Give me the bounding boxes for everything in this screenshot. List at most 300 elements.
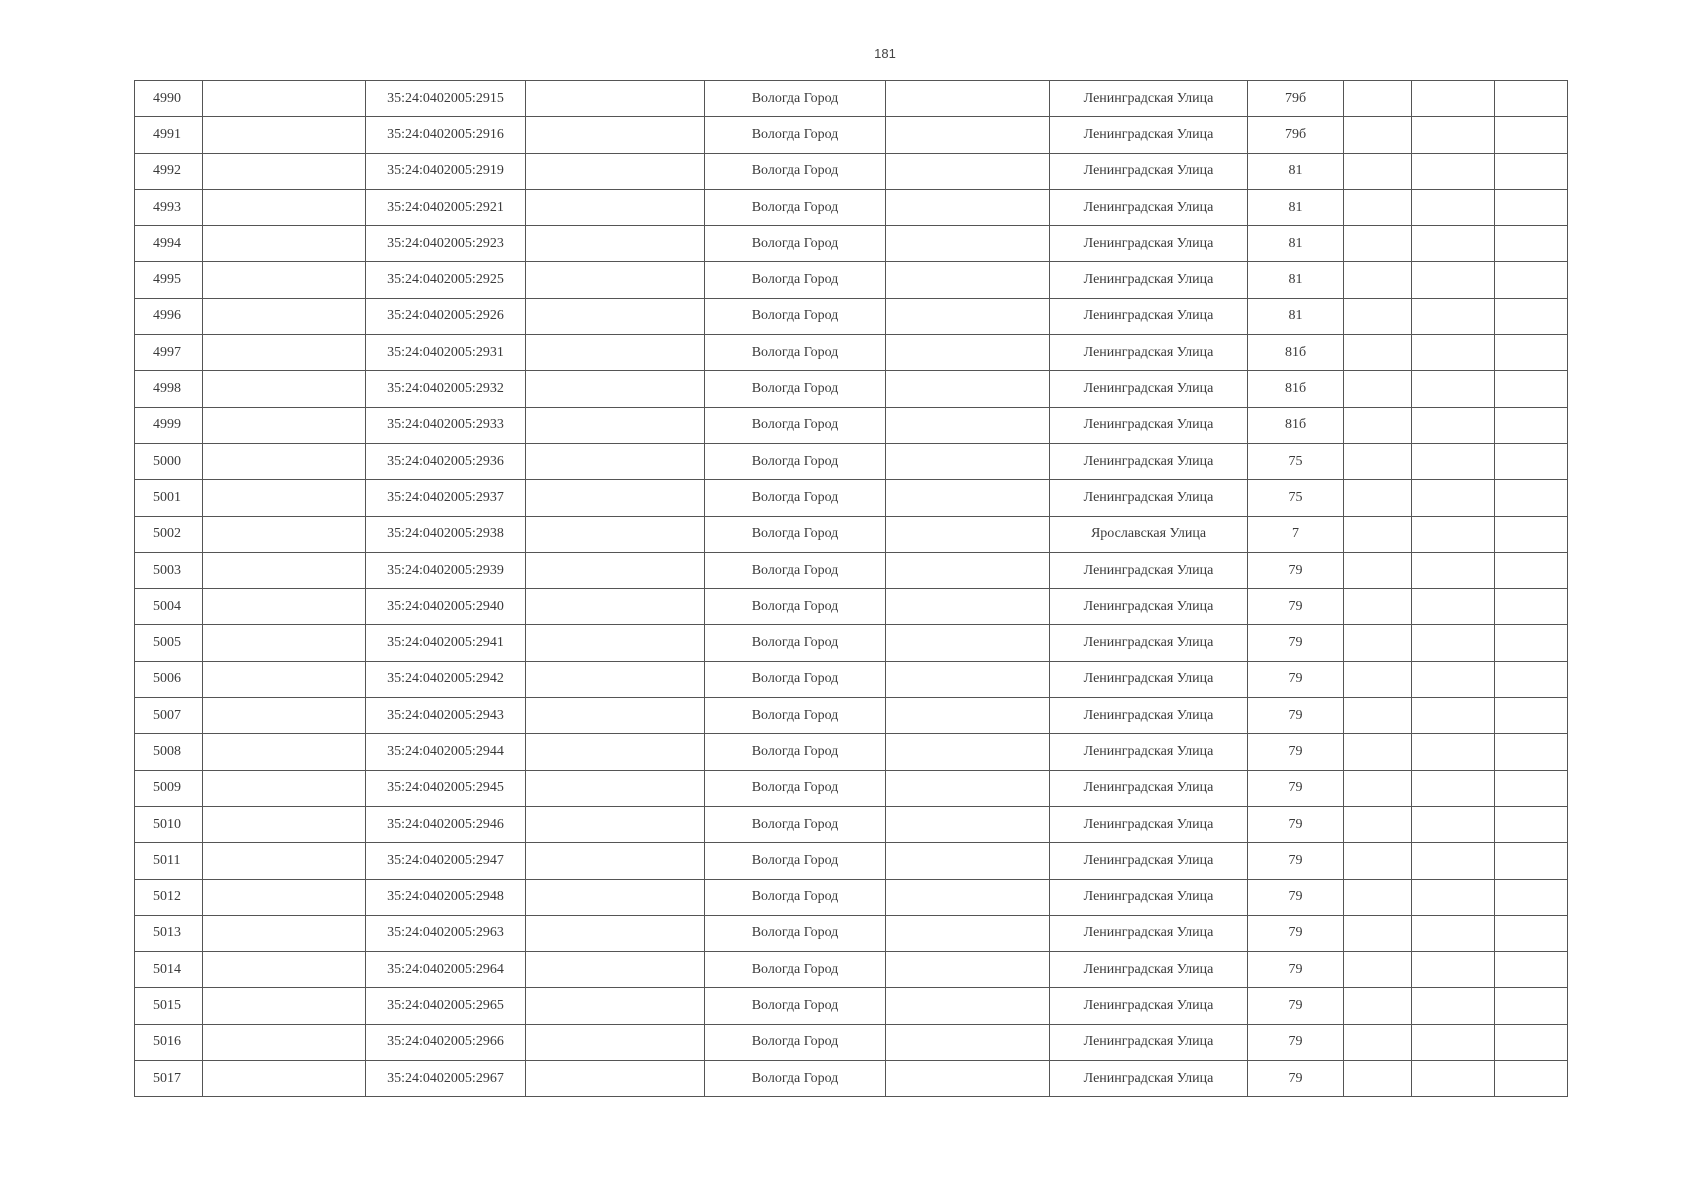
cell-empty (886, 480, 1050, 516)
cell-street: Ленинградская Улица (1050, 1024, 1248, 1060)
cell-empty (886, 298, 1050, 334)
cell-city: Вологда Город (705, 335, 886, 371)
cell-house-number: 79б (1248, 117, 1344, 153)
cell-empty (1495, 879, 1568, 915)
cell-empty (1412, 407, 1495, 443)
cell-empty (1495, 371, 1568, 407)
cell-empty (1344, 915, 1412, 951)
cell-empty (1412, 552, 1495, 588)
cell-cadastral-number: 35:24:0402005:2964 (366, 952, 526, 988)
cell-empty (1495, 698, 1568, 734)
cell-cadastral-number: 35:24:0402005:2942 (366, 661, 526, 697)
cell-empty (526, 1024, 705, 1060)
cell-cadastral-number: 35:24:0402005:2940 (366, 589, 526, 625)
cell-house-number: 79 (1248, 1061, 1344, 1097)
cell-empty (886, 81, 1050, 117)
cell-empty (1412, 1024, 1495, 1060)
cell-empty (1412, 335, 1495, 371)
cell-empty (1412, 480, 1495, 516)
cell-empty (203, 516, 366, 552)
cell-empty (526, 153, 705, 189)
cell-record-number: 5012 (135, 879, 203, 915)
cell-city: Вологда Город (705, 516, 886, 552)
cell-record-number: 5006 (135, 661, 203, 697)
cell-cadastral-number: 35:24:0402005:2948 (366, 879, 526, 915)
cell-empty (1495, 552, 1568, 588)
cell-empty (526, 371, 705, 407)
cell-house-number: 81 (1248, 226, 1344, 262)
cell-record-number: 5007 (135, 698, 203, 734)
cell-empty (526, 407, 705, 443)
cell-empty (1412, 516, 1495, 552)
cell-empty (203, 843, 366, 879)
cell-street: Ленинградская Улица (1050, 117, 1248, 153)
cell-empty (526, 806, 705, 842)
cell-empty (1495, 480, 1568, 516)
cell-empty (886, 988, 1050, 1024)
cell-house-number: 79 (1248, 589, 1344, 625)
cell-empty (203, 988, 366, 1024)
cell-empty (1412, 988, 1495, 1024)
cell-city: Вологда Город (705, 879, 886, 915)
cell-empty (886, 625, 1050, 661)
cell-record-number: 5015 (135, 988, 203, 1024)
cell-empty (1412, 443, 1495, 479)
cell-street: Ленинградская Улица (1050, 661, 1248, 697)
cell-house-number: 79 (1248, 770, 1344, 806)
cell-empty (203, 661, 366, 697)
cell-cadastral-number: 35:24:0402005:2915 (366, 81, 526, 117)
cell-street: Ленинградская Улица (1050, 1061, 1248, 1097)
cell-empty (203, 443, 366, 479)
cell-empty (526, 480, 705, 516)
cell-empty (886, 915, 1050, 951)
cell-empty (1495, 806, 1568, 842)
cell-empty (526, 117, 705, 153)
cell-empty (526, 770, 705, 806)
cell-city: Вологда Город (705, 806, 886, 842)
cell-empty (203, 734, 366, 770)
cell-empty (1412, 117, 1495, 153)
cell-cadastral-number: 35:24:0402005:2937 (366, 480, 526, 516)
cell-empty (886, 407, 1050, 443)
cell-cadastral-number: 35:24:0402005:2939 (366, 552, 526, 588)
table-row (135, 1061, 1568, 1097)
table-row (135, 371, 1568, 407)
cell-record-number: 4994 (135, 226, 203, 262)
cell-cadastral-number: 35:24:0402005:2967 (366, 1061, 526, 1097)
cell-city: Вологда Город (705, 625, 886, 661)
cell-empty (1495, 153, 1568, 189)
cell-house-number: 81б (1248, 335, 1344, 371)
cell-street: Ленинградская Улица (1050, 734, 1248, 770)
table-row (135, 661, 1568, 697)
cell-record-number: 5001 (135, 480, 203, 516)
cell-house-number: 81 (1248, 262, 1344, 298)
cell-house-number: 79б (1248, 81, 1344, 117)
cell-empty (1344, 335, 1412, 371)
cell-empty (1495, 226, 1568, 262)
cell-cadastral-number: 35:24:0402005:2936 (366, 443, 526, 479)
cell-empty (203, 915, 366, 951)
cell-empty (886, 117, 1050, 153)
cell-street: Ленинградская Улица (1050, 153, 1248, 189)
cell-city: Вологда Город (705, 407, 886, 443)
cell-empty (1344, 589, 1412, 625)
cell-empty (886, 552, 1050, 588)
cell-house-number: 79 (1248, 952, 1344, 988)
cell-empty (1495, 443, 1568, 479)
cell-cadastral-number: 35:24:0402005:2923 (366, 226, 526, 262)
cell-record-number: 4995 (135, 262, 203, 298)
cell-empty (886, 879, 1050, 915)
cell-empty (886, 1061, 1050, 1097)
cell-empty (1344, 226, 1412, 262)
table-row (135, 117, 1568, 153)
cell-record-number: 5017 (135, 1061, 203, 1097)
cell-empty (1344, 698, 1412, 734)
cell-city: Вологда Город (705, 552, 886, 588)
cell-empty (1344, 806, 1412, 842)
cell-city: Вологда Город (705, 480, 886, 516)
cell-empty (1412, 698, 1495, 734)
cell-street: Ленинградская Улица (1050, 371, 1248, 407)
cell-record-number: 5016 (135, 1024, 203, 1060)
cell-empty (1412, 1061, 1495, 1097)
cell-street: Ленинградская Улица (1050, 189, 1248, 225)
cell-cadastral-number: 35:24:0402005:2933 (366, 407, 526, 443)
cell-empty (1344, 988, 1412, 1024)
cell-empty (203, 262, 366, 298)
cell-empty (1344, 1061, 1412, 1097)
cell-empty (1344, 734, 1412, 770)
table-row (135, 335, 1568, 371)
cell-empty (1412, 226, 1495, 262)
cell-street: Ленинградская Улица (1050, 879, 1248, 915)
cell-empty (1495, 1024, 1568, 1060)
cell-street: Ленинградская Улица (1050, 843, 1248, 879)
cell-street: Ленинградская Улица (1050, 625, 1248, 661)
cell-empty (1495, 952, 1568, 988)
cell-empty (886, 952, 1050, 988)
cell-street: Ленинградская Улица (1050, 226, 1248, 262)
cell-cadastral-number: 35:24:0402005:2944 (366, 734, 526, 770)
cell-empty (526, 589, 705, 625)
cell-empty (203, 1024, 366, 1060)
cell-record-number: 5013 (135, 915, 203, 951)
cell-empty (1495, 843, 1568, 879)
cell-empty (1412, 153, 1495, 189)
cell-street: Ленинградская Улица (1050, 589, 1248, 625)
cell-record-number: 5003 (135, 552, 203, 588)
cell-empty (203, 952, 366, 988)
cell-cadastral-number: 35:24:0402005:2965 (366, 988, 526, 1024)
cell-empty (526, 988, 705, 1024)
table-row (135, 226, 1568, 262)
cell-empty (886, 189, 1050, 225)
cell-city: Вологда Город (705, 189, 886, 225)
cell-cadastral-number: 35:24:0402005:2943 (366, 698, 526, 734)
cell-street: Ленинградская Улица (1050, 81, 1248, 117)
cell-cadastral-number: 35:24:0402005:2931 (366, 335, 526, 371)
cell-empty (886, 443, 1050, 479)
cell-empty (1412, 806, 1495, 842)
cell-empty (1495, 915, 1568, 951)
cell-empty (1344, 661, 1412, 697)
cell-empty (886, 226, 1050, 262)
table-row (135, 988, 1568, 1024)
table-row (135, 552, 1568, 588)
cell-empty (203, 480, 366, 516)
cell-empty (1344, 516, 1412, 552)
cell-empty (1412, 189, 1495, 225)
cell-cadastral-number: 35:24:0402005:2932 (366, 371, 526, 407)
cell-city: Вологда Город (705, 952, 886, 988)
cell-empty (1495, 770, 1568, 806)
cell-empty (1344, 371, 1412, 407)
cell-empty (526, 734, 705, 770)
cell-empty (1495, 589, 1568, 625)
cell-empty (526, 81, 705, 117)
cell-empty (1344, 298, 1412, 334)
cell-empty (1495, 335, 1568, 371)
cell-record-number: 5011 (135, 843, 203, 879)
cell-street: Ленинградская Улица (1050, 806, 1248, 842)
cell-house-number: 79 (1248, 806, 1344, 842)
cell-empty (203, 407, 366, 443)
cell-empty (526, 1061, 705, 1097)
cell-empty (886, 516, 1050, 552)
cell-empty (1344, 843, 1412, 879)
cell-empty (1344, 443, 1412, 479)
cell-empty (526, 879, 705, 915)
cell-record-number: 5004 (135, 589, 203, 625)
cell-empty (1412, 734, 1495, 770)
table-row (135, 189, 1568, 225)
cell-empty (1412, 915, 1495, 951)
cell-empty (1412, 371, 1495, 407)
table-row (135, 589, 1568, 625)
cell-empty (203, 589, 366, 625)
cell-empty (1495, 81, 1568, 117)
cell-street: Ленинградская Улица (1050, 988, 1248, 1024)
cell-empty (1495, 189, 1568, 225)
cell-street: Ленинградская Улица (1050, 298, 1248, 334)
cell-record-number: 4999 (135, 407, 203, 443)
cell-empty (1412, 81, 1495, 117)
cell-house-number: 81 (1248, 153, 1344, 189)
cell-city: Вологда Город (705, 371, 886, 407)
cell-city: Вологда Город (705, 153, 886, 189)
table-row (135, 770, 1568, 806)
cell-house-number: 79 (1248, 734, 1344, 770)
cell-empty (526, 335, 705, 371)
cell-empty (1495, 1061, 1568, 1097)
cell-house-number: 79 (1248, 625, 1344, 661)
cell-city: Вологда Город (705, 661, 886, 697)
cell-street: Ленинградская Улица (1050, 480, 1248, 516)
cell-house-number: 81б (1248, 407, 1344, 443)
cell-cadastral-number: 35:24:0402005:2926 (366, 298, 526, 334)
cell-city: Вологда Город (705, 770, 886, 806)
table-row (135, 806, 1568, 842)
cell-record-number: 5009 (135, 770, 203, 806)
cell-record-number: 4997 (135, 335, 203, 371)
cell-empty (526, 298, 705, 334)
cell-cadastral-number: 35:24:0402005:2945 (366, 770, 526, 806)
cell-city: Вологда Город (705, 734, 886, 770)
table-row (135, 407, 1568, 443)
cell-empty (203, 335, 366, 371)
cell-empty (1412, 879, 1495, 915)
cell-empty (203, 153, 366, 189)
cell-empty (526, 843, 705, 879)
cell-cadastral-number: 35:24:0402005:2941 (366, 625, 526, 661)
cell-street: Ленинградская Улица (1050, 952, 1248, 988)
table-row (135, 516, 1568, 552)
cell-house-number: 81б (1248, 371, 1344, 407)
cell-city: Вологда Город (705, 843, 886, 879)
cell-house-number: 79 (1248, 843, 1344, 879)
cell-city: Вологда Город (705, 117, 886, 153)
cell-city: Вологда Город (705, 589, 886, 625)
cell-empty (886, 843, 1050, 879)
cell-cadastral-number: 35:24:0402005:2966 (366, 1024, 526, 1060)
cell-empty (1495, 516, 1568, 552)
cell-cadastral-number: 35:24:0402005:2946 (366, 806, 526, 842)
cell-record-number: 5008 (135, 734, 203, 770)
cell-empty (886, 734, 1050, 770)
cell-empty (1344, 552, 1412, 588)
cell-empty (886, 335, 1050, 371)
cell-house-number: 79 (1248, 915, 1344, 951)
cell-empty (1344, 1024, 1412, 1060)
cell-empty (1412, 952, 1495, 988)
cell-city: Вологда Город (705, 298, 886, 334)
cell-street: Ленинградская Улица (1050, 770, 1248, 806)
cell-empty (1344, 952, 1412, 988)
cell-cadastral-number: 35:24:0402005:2925 (366, 262, 526, 298)
table-row (135, 480, 1568, 516)
cell-record-number: 4992 (135, 153, 203, 189)
cell-empty (1495, 661, 1568, 697)
cell-empty (526, 952, 705, 988)
cell-empty (1344, 407, 1412, 443)
cell-record-number: 5014 (135, 952, 203, 988)
cell-empty (526, 226, 705, 262)
cell-empty (1344, 770, 1412, 806)
table-row (135, 734, 1568, 770)
cell-empty (203, 81, 366, 117)
cell-empty (203, 879, 366, 915)
table-row (135, 443, 1568, 479)
cell-empty (886, 589, 1050, 625)
cell-empty (1412, 589, 1495, 625)
cell-street: Ленинградская Улица (1050, 698, 1248, 734)
cell-street: Ленинградская Улица (1050, 552, 1248, 588)
cell-empty (203, 698, 366, 734)
page-number: 181 (874, 46, 896, 61)
cell-empty (203, 189, 366, 225)
cell-house-number: 79 (1248, 988, 1344, 1024)
cell-empty (203, 298, 366, 334)
cell-empty (1344, 153, 1412, 189)
cell-empty (1344, 262, 1412, 298)
cell-house-number: 79 (1248, 661, 1344, 697)
cell-house-number: 79 (1248, 879, 1344, 915)
cell-empty (1495, 262, 1568, 298)
cell-empty (886, 153, 1050, 189)
cell-cadastral-number: 35:24:0402005:2938 (366, 516, 526, 552)
cell-empty (203, 371, 366, 407)
cell-empty (1495, 407, 1568, 443)
cell-empty (886, 698, 1050, 734)
cell-empty (526, 262, 705, 298)
cell-house-number: 75 (1248, 480, 1344, 516)
cell-empty (203, 806, 366, 842)
cell-empty (203, 226, 366, 262)
cell-record-number: 4998 (135, 371, 203, 407)
cell-record-number: 5000 (135, 443, 203, 479)
cell-empty (1495, 734, 1568, 770)
cell-empty (886, 1024, 1050, 1060)
cell-empty (526, 625, 705, 661)
cell-empty (1412, 661, 1495, 697)
cell-empty (886, 262, 1050, 298)
cell-empty (526, 189, 705, 225)
table-row (135, 698, 1568, 734)
cell-empty (203, 1061, 366, 1097)
cell-empty (1495, 298, 1568, 334)
cell-city: Вологда Город (705, 698, 886, 734)
registry-table (134, 80, 1568, 1097)
cell-empty (886, 806, 1050, 842)
table-row (135, 879, 1568, 915)
cell-empty (526, 552, 705, 588)
cell-street: Ленинградская Улица (1050, 262, 1248, 298)
cell-city: Вологда Город (705, 226, 886, 262)
cell-record-number: 5005 (135, 625, 203, 661)
cell-street: Ленинградская Улица (1050, 335, 1248, 371)
table-row (135, 298, 1568, 334)
cell-empty (526, 661, 705, 697)
cell-record-number: 4990 (135, 81, 203, 117)
cell-city: Вологда Город (705, 262, 886, 298)
cell-city: Вологда Город (705, 81, 886, 117)
cell-record-number: 4996 (135, 298, 203, 334)
cell-empty (526, 698, 705, 734)
cell-empty (1344, 625, 1412, 661)
cell-record-number: 5010 (135, 806, 203, 842)
cell-record-number: 4991 (135, 117, 203, 153)
cell-house-number: 79 (1248, 1024, 1344, 1060)
cell-empty (203, 117, 366, 153)
cell-city: Вологда Город (705, 443, 886, 479)
cell-empty (886, 371, 1050, 407)
cell-cadastral-number: 35:24:0402005:2947 (366, 843, 526, 879)
cell-empty (1495, 625, 1568, 661)
table-row (135, 915, 1568, 951)
cell-empty (1344, 81, 1412, 117)
cell-empty (1344, 879, 1412, 915)
cell-empty (203, 770, 366, 806)
cell-empty (886, 661, 1050, 697)
cell-empty (526, 443, 705, 479)
cell-empty (1344, 189, 1412, 225)
cell-street: Ленинградская Улица (1050, 443, 1248, 479)
cell-empty (526, 516, 705, 552)
cell-cadastral-number: 35:24:0402005:2963 (366, 915, 526, 951)
